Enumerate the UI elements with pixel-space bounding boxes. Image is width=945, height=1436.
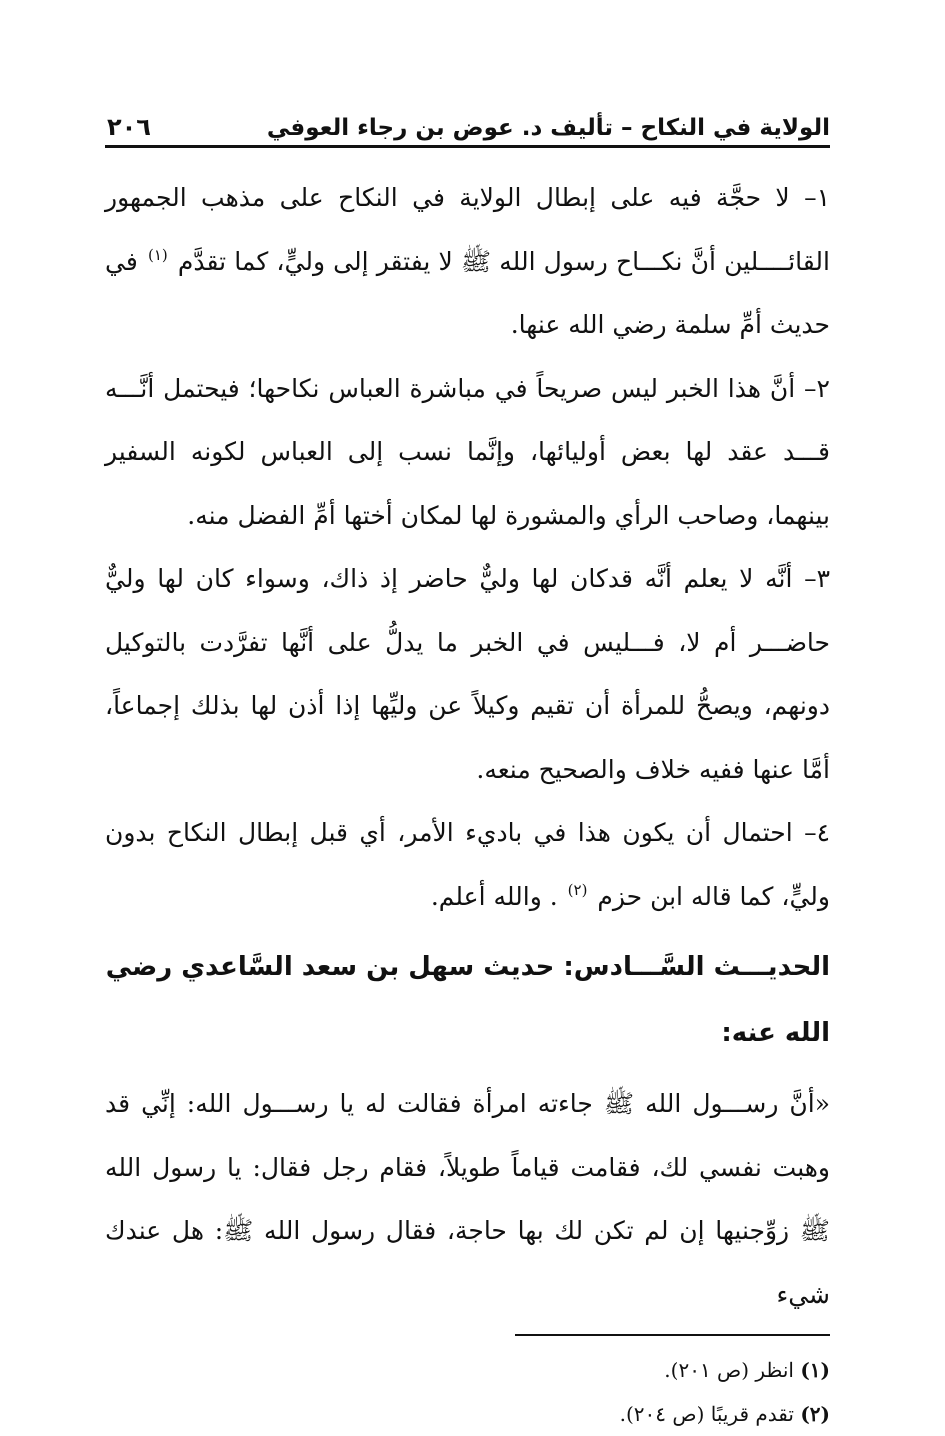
footnote-divider xyxy=(515,1334,830,1336)
paragraph-text: . والله أعلم. xyxy=(430,881,558,911)
point-number: ١– xyxy=(804,183,830,212)
footnote-text: انظر (ص ٢٠١). xyxy=(664,1358,794,1382)
running-header xyxy=(105,95,830,148)
footnote-number: (٢) xyxy=(800,1402,830,1426)
footnotes xyxy=(105,1348,830,1436)
paragraph-text: لا حجَّة فيه على إبطال الولاية في النكاح على مذهب الجمهور القائــــلين أنَّ نكـــاح رسول الله ﷺ لا يفتقر إلى وليٍّ، كما تقدَّم xyxy=(105,183,830,276)
footnote-number: (١) xyxy=(800,1358,830,1382)
paragraph-text: أنَّه لا يعلم أنَّه قدكان لها وليٌّ حاضر إذ ذاك، وسواء كان لها وليٌّ حاضـــر أم لا، فـــليس في الخبر ما يدلُّ على أنَّها تفرَّدت بالتوكيل دونهم، ويصحُّ للمرأة أن تقيم وكيلاً عن وليِّها إذا أذن لها بذلك إجماعاً، أمَّا عنها ففيه خلاف والصحيح منعه. xyxy=(105,564,830,784)
paragraph-text: في حديث أمِّ سلمة رضي الله عنها. xyxy=(105,246,830,339)
body-text xyxy=(105,166,830,1326)
document-page xyxy=(105,95,830,1436)
footnote-item xyxy=(105,1348,830,1392)
paragraph-point-2 xyxy=(105,357,830,548)
paragraph-text: أنَّ هذا الخبر ليس صريحاً في مباشرة العباس نكاحها؛ فيحتمل أنَّـــه قـــد عقد لها بعض أوليائها، وإنَّما نسب إلى العباس لكونه السفير بينهما، وصاحب الرأي والمشورة لها لمكان أختها أمِّ الفضل منه. xyxy=(105,373,830,530)
point-number: ٤– xyxy=(804,818,831,847)
section-heading: الحديـــث السَّـــادس: حديث سهل بن سعد السَّاعدي رضي الله عنه: xyxy=(105,952,830,1048)
footnote-ref[interactable]: (١) xyxy=(147,246,168,265)
hadith-text: «أنَّ رســـول الله ﷺ جاءته امرأة فقالت له يا رســـول الله: إنِّي قد وهبت نفسي لك، فقامت قياماً طويلاً، فقام رجل فقال: يا رسول الله ﷺ زوِّجنيها إن لم تكن لك بها حاجة، فقال رسول الله ﷺ: هل عندك شيء xyxy=(105,1089,830,1309)
book-title: الولاية في النكاح – تأليف د. عوض بن رجاء العوفي xyxy=(266,115,830,141)
page-number: ٢٠٦ xyxy=(107,113,151,141)
paragraph-point-3 xyxy=(105,547,830,801)
footnote-item xyxy=(105,1392,830,1436)
point-number: ٢– xyxy=(804,373,830,403)
point-number: ٣– xyxy=(804,564,830,593)
footnote-ref[interactable]: (٢) xyxy=(567,881,588,900)
paragraph-point-1 xyxy=(105,166,830,357)
footnote-text: تقدم قريبًا (ص ٢٠٤). xyxy=(619,1402,794,1426)
paragraph-text: احتمال أن يكون هذا في باديء الأمر، أي قبل إبطال النكاح بدون وليٍّ، كما قاله ابن حزم xyxy=(105,818,830,911)
paragraph-point-4 xyxy=(105,801,830,928)
